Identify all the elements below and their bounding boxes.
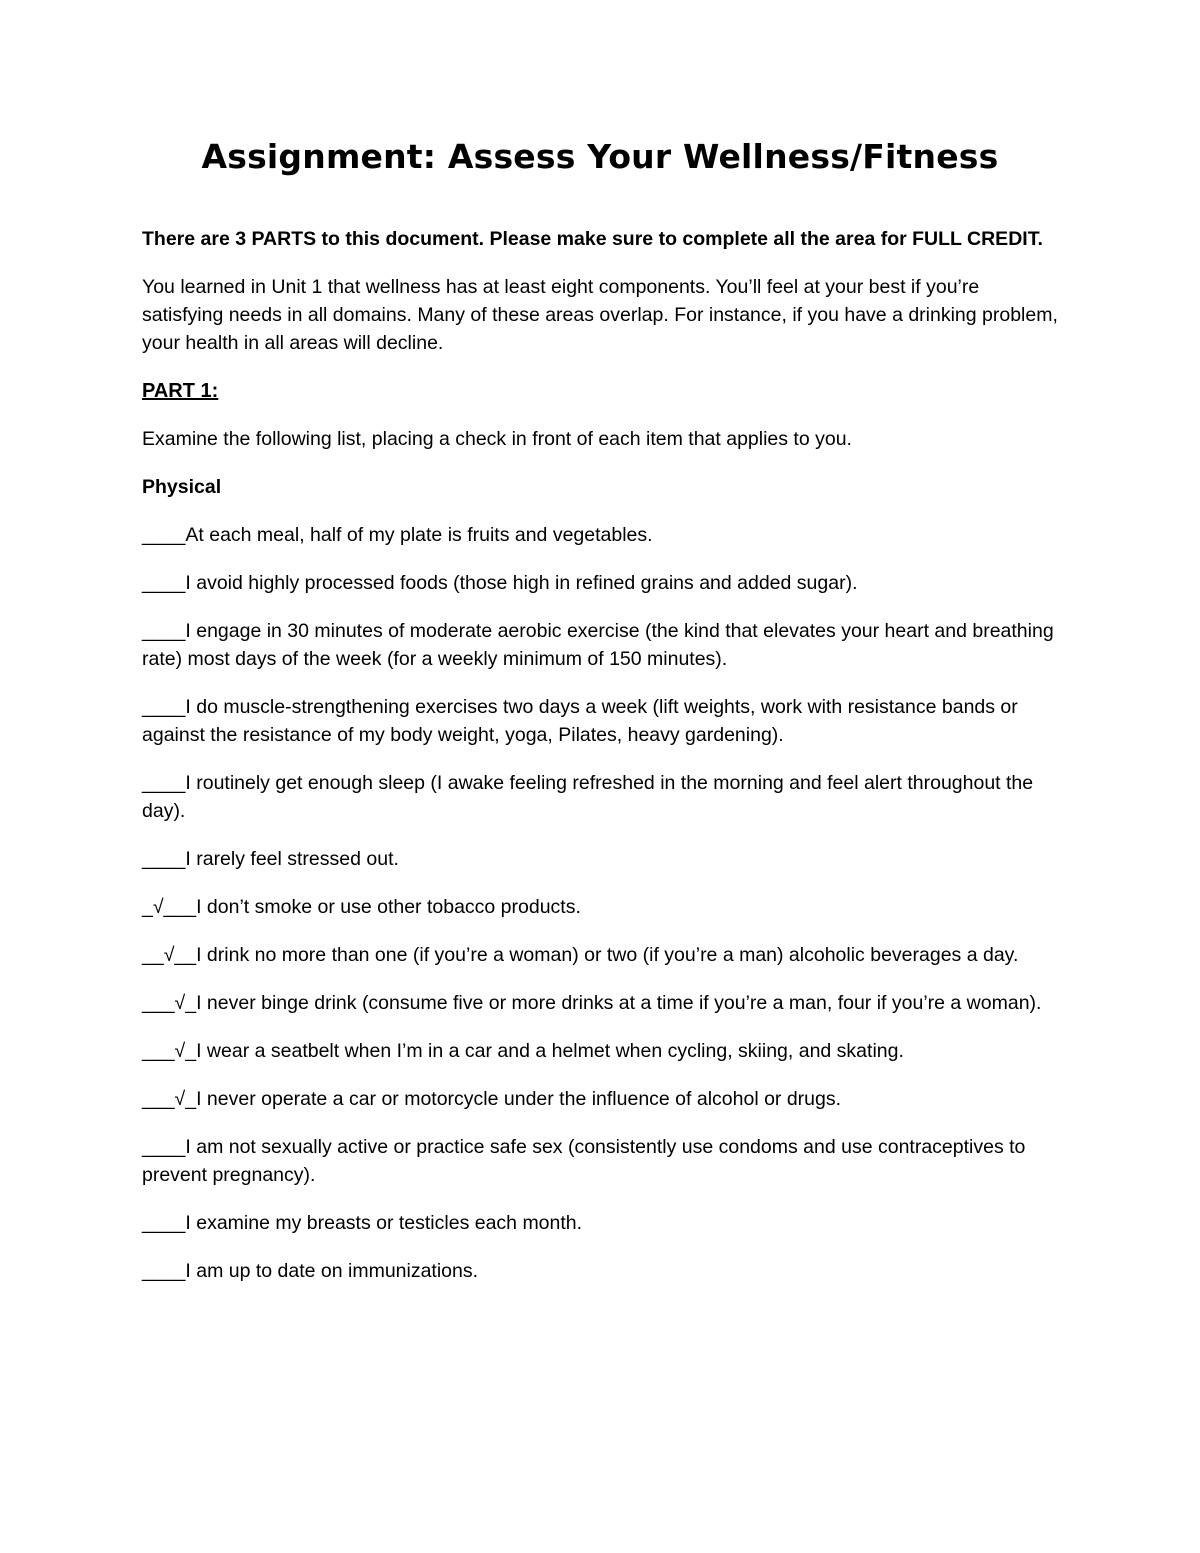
checklist-item-text: I engage in 30 minutes of moderate aerobic exercise (the kind that elevates your heart and breathing rate) most days of the week (for a weekly minimum of 150 minutes). [142,620,1054,670]
checklist-item-text: I drink no more than one (if you’re a woman) or two (if you’re a man) alcoholic beverages a day. [196,944,1019,966]
checklist-item-text: I am not sexually active or practice safe sex (consistently use condoms and use contraceptives to prevent pregnancy). [142,1136,1026,1186]
check-blank[interactable]: ____ [142,772,186,794]
checklist-item-text: I wear a seatbelt when I’m in a car and a helmet when cycling, skiing, and skating. [196,1040,904,1062]
section-heading-physical: Physical [142,476,222,498]
checklist-item [142,845,1062,873]
checklist-item-text: I don’t smoke or use other tobacco products. [196,896,581,918]
check-blank[interactable]: ___√_ [142,1088,197,1110]
checklist-item [142,893,1062,921]
check-blank[interactable]: _√___ [142,896,197,918]
checklist-item [142,1209,1062,1237]
check-blank[interactable]: ____ [142,1212,186,1234]
checklist-item [142,521,1062,549]
intro-text: There are 3 PARTS to this document. Please make sure to complete all the area for FULL CREDIT. [142,228,1043,250]
checklist-item-text: I routinely get enough sleep (I awake feeling refreshed in the morning and feel alert throughout the day). [142,772,1034,822]
checklist-item [142,1257,1062,1285]
check-blank[interactable]: ___√_ [142,1040,197,1062]
checklist-item [142,569,1062,597]
checklist-item-text: I rarely feel stressed out. [185,848,399,870]
check-blank[interactable]: ____ [142,696,186,718]
part-1-heading: PART 1: [142,380,219,402]
checklist-item [142,1085,1062,1113]
checklist [142,521,1062,1285]
document-body [142,225,1062,1305]
check-blank[interactable]: ____ [142,524,186,546]
checklist-item [142,693,1062,749]
checklist-item-text: I never operate a car or motorcycle under the influence of alcohol or drugs. [196,1088,842,1110]
checklist-item-text: I do muscle-strengthening exercises two days a week (lift weights, work with resistance bands or against the resistance of my body weight, yoga, Pilates, heavy gardening). [142,696,1018,746]
checklist-item-text: I am up to date on immunizations. [185,1260,479,1282]
checklist-item [142,617,1062,673]
checklist-item [142,769,1062,825]
checklist-item [142,941,1062,969]
checklist-item [142,1037,1062,1065]
instruction-text: Examine the following list, placing a check in front of each item that applies to you. [142,428,852,450]
intro-paragraph: You learned in Unit 1 that wellness has at least eight components. You’ll feel at your best if you’re satisfying needs in all domains. Many of these areas overlap. For instance, if you have a drinking problem, your health in all areas will decline. [142,276,1058,354]
checklist-item-text: I examine my breasts or testicles each month. [185,1212,583,1234]
check-blank[interactable]: ____ [142,1260,186,1282]
checklist-item-text: At each meal, half of my plate is fruits and vegetables. [185,524,653,546]
checklist-item-text: I never binge drink (consume five or more drinks at a time if you’re a man, four if you’re a woman). [196,992,1042,1014]
check-blank[interactable]: ____ [142,620,186,642]
document-title: Assignment: Assess Your Wellness/Fitness [201,137,999,176]
checklist-item [142,1133,1062,1189]
check-blank[interactable]: ___√_ [142,992,197,1014]
checklist-item-text: I avoid highly processed foods (those high in refined grains and added sugar). [185,572,858,594]
check-blank[interactable]: ____ [142,1136,186,1158]
checklist-item [142,989,1062,1017]
check-blank[interactable]: ____ [142,572,186,594]
check-blank[interactable]: ____ [142,848,186,870]
check-blank[interactable]: __√__ [142,944,197,966]
